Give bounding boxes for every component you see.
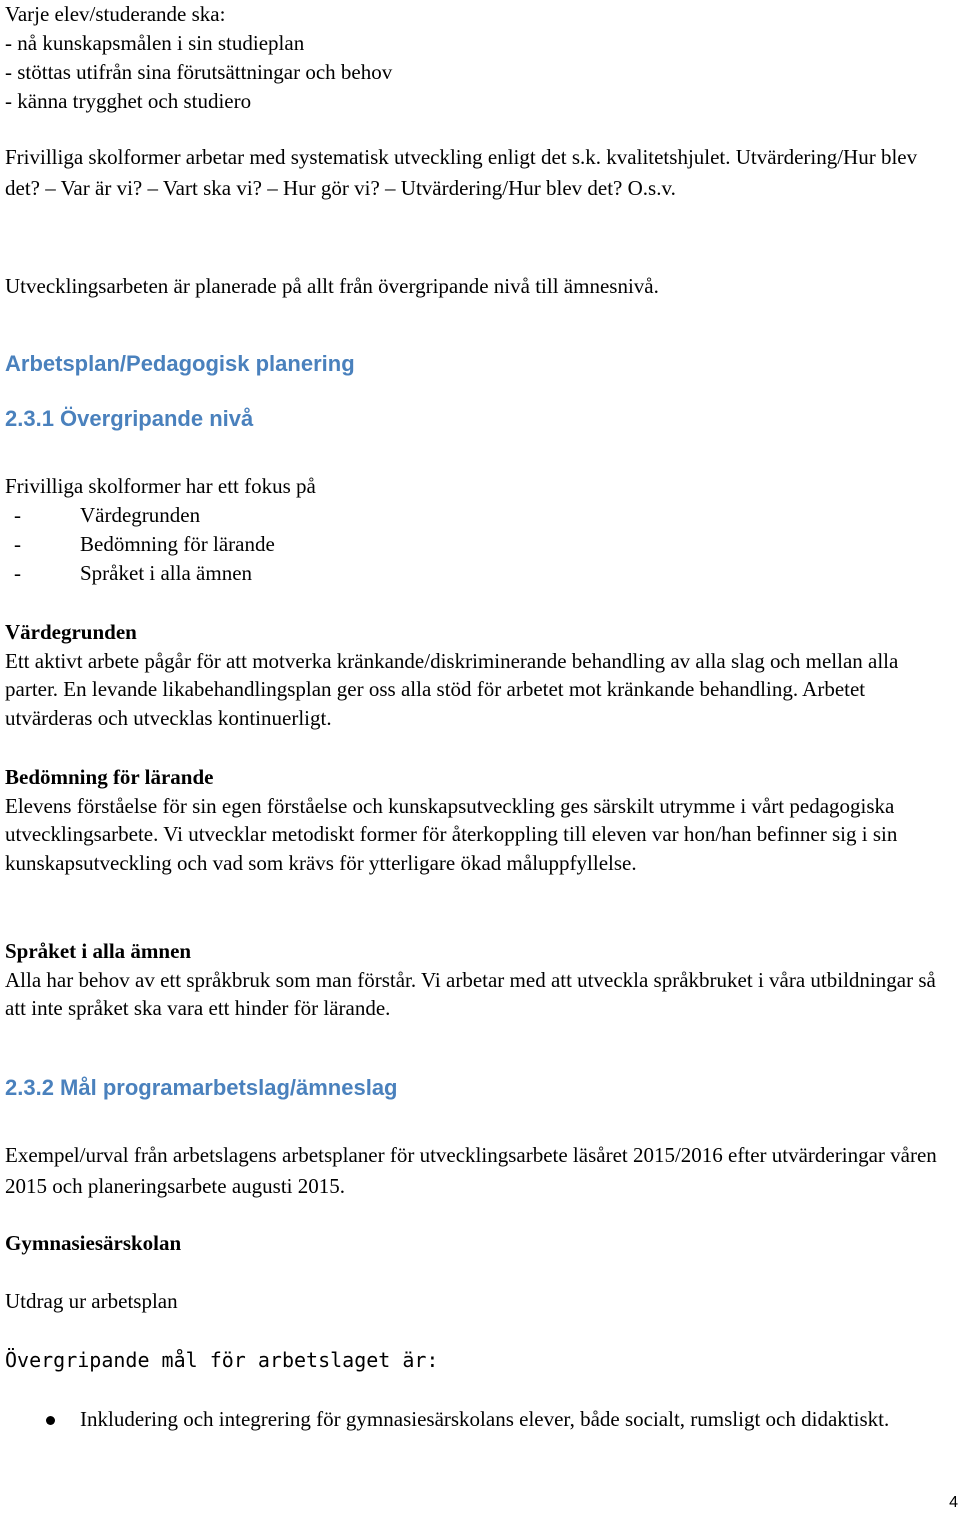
block-text: Alla har behov av ett språkbruk som man förstår. Vi arbetar med att utveckla språkbruket i våra utbildningar så att inte språket ska vara ett hinder för lärande. [5, 967, 936, 1021]
student-goal-item: - känna trygghet och studiero [5, 89, 252, 113]
goals-label: Övergripande mål för arbetslaget är: [5, 1348, 439, 1372]
focus-list [5, 501, 955, 588]
block-title: Språket i alla ämnen [5, 939, 192, 963]
goals-list [5, 1405, 955, 1434]
focus-item: - Språket i alla ämnen [5, 559, 955, 588]
student-goals-heading: Varje elev/studerande ska: [5, 2, 226, 26]
development-levels-paragraph: Utvecklingsarbeten är planerade på allt från övergripande nivå till ämnesnivå. [5, 274, 659, 298]
focus-intro: Frivilliga skolformer har ett fokus på [5, 474, 316, 498]
subsection-heading-overall: 2.3.1 Övergripande nivå [5, 406, 254, 431]
section-heading: Arbetsplan/Pedagogisk planering [5, 351, 355, 376]
focus-areas [5, 472, 955, 588]
block-text: Elevens förståelse för sin egen förståelse och kunskapsutveckling ges särskilt utrymme i vårt pedagogiska utvecklingsarbete. Vi utvecklar metodiskt former för återkoppling till eleven var hon/han befinner sig i sin kunskapsutveckling och vad som krävs för ytterligare ökad måluppfyllelse. [5, 793, 898, 875]
focus-item: - Bedömning för lärande [5, 530, 955, 559]
language-block [5, 937, 955, 1023]
subsection-heading-goals: 2.3.2 Mål programarbetslag/ämneslag [5, 1075, 398, 1100]
school-heading: Gymnasiesärskolan [5, 1231, 182, 1255]
page-number: 4 [949, 1494, 958, 1511]
extract-label: Utdrag ur arbetsplan [5, 1289, 178, 1313]
dash-marker: - [14, 532, 21, 556]
student-goals-list [5, 0, 955, 116]
focus-item: - Värdegrunden [5, 501, 955, 530]
value-base-block [5, 618, 955, 732]
examples-intro-paragraph: Exempel/urval från arbetslagens arbetsplaner för utvecklingsarbete läsåret 2015/2016 efter utvärderingar våren 2015 och planeringsarbete augusti 2015. [5, 1143, 937, 1198]
block-title: Bedömning för lärande [5, 765, 214, 789]
bullet-icon [46, 1416, 55, 1425]
student-goal-item: - nå kunskapsmålen i sin studieplan [5, 31, 305, 55]
student-goal-item: - stöttas utifrån sina förutsättningar och behov [5, 60, 393, 84]
block-title: Värdegrunden [5, 620, 137, 644]
dash-marker: - [14, 561, 21, 585]
goal-item: Inkludering och integrering för gymnasiesärskolans elever, både socialt, rumsligt och didaktiskt. [5, 1405, 955, 1434]
block-text: Ett aktivt arbete pågår för att motverka kränkande/diskriminerande behandling av alla slag och mellan alla parter. En levande likabehandlingsplan ger oss alla stöd för arbetet mot kränkande behandling. Arbetet utvärderas och utvecklas kontinuerligt. [5, 648, 899, 730]
dash-marker: - [14, 503, 21, 527]
quality-wheel-paragraph: Frivilliga skolformer arbetar med systematisk utveckling enligt det s.k. kvalitetshjulet. Utvärdering/Hur blev det? – Var är vi? – Vart ska vi? – Hur gör vi? – Utvärdering/Hur blev det? O.s.v. [5, 145, 918, 200]
assessment-block [5, 763, 955, 877]
